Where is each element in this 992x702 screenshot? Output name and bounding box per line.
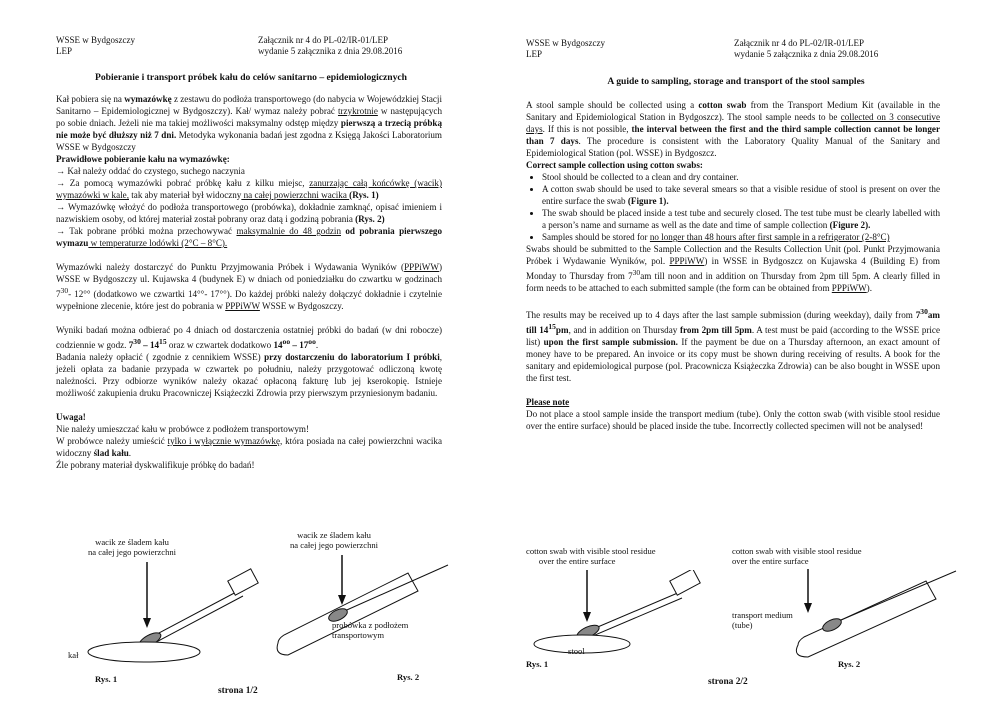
intro-paragraph: Kał pobiera się na wymazówkę z zestawu do podłoża transportowego (do nabycia w Wojewódzkiej Stacji Sanitarno – Epidemiologicznej w Bydgoszczy). Kał/ wymaz należy pobrać trzykrotnie w następujących po sobie dniach. Jeżeli nie ma takiej możliwości maksymalny odstęp między pierwszą a trzecią próbką nie może być dłuższy niż 7 dni. Metodyka wykonania badań jest zgodna z Księgą Jakości Laboratorium WSSE w Bydgoszczy — [56, 94, 443, 152]
header-left-block — [526, 38, 605, 60]
swab-stick-edge — [588, 598, 682, 638]
intro-paragraph: A stool sample should be collected using a cotton swab from the Transport Medium Kit (available in the Sanitary and Epidemiological Station in Bydgoszcz). The stool sample needs to be collected on 3 consecutive days. If this is not possible, the interval between the first and the third sample collection cannot be longer than 7 days. The procedure is consistent with the Laboratory Quality Manual of the Sanitary and Epidemiological Station (pol. WSSE) in Bydgoszcz. — [526, 100, 941, 158]
list-item: • A cotton swab should be used to take several smears so that a visible residue of stool is present on over the entire surface the swab (Figure 1). — [542, 183, 940, 207]
header-lab: LEP — [56, 46, 73, 56]
payment-paragraph: Badania należy opłacić ( zgodnie z cennikiem WSSE) przy dostarczeniu do laboratorium I próbki, jeżeli opłata za badanie przypada w czwartek po południu, należy przygotować odliczoną kwotę należności. Przy odbiorze wyników należy okazać opłaconą fakturę lub jej kserokopię. Istnieje możliwość zakupienia druku Pracowniczej Książeczki Zdrowia przy pierwszym przyniesionym badaniu. — [56, 352, 443, 399]
page-right — [496, 0, 992, 702]
body-text — [526, 99, 940, 432]
warning-2: W probówce należy umieścić tylko i wyłącznie wymazówkę, która posiada na całej powierzchni wacika widoczny ślad kału. — [56, 436, 442, 459]
test-tube-icon — [277, 573, 418, 655]
header-right-block — [734, 38, 878, 60]
steps-list — [526, 171, 940, 243]
fig1-drawing — [530, 570, 730, 660]
step-1: → Kał należy oddać do czystego, suchego naczynia — [56, 166, 245, 176]
page-number: strona 2/2 — [708, 677, 748, 687]
fig2-caption: Rys. 2 — [397, 672, 420, 682]
test-tube-body — [277, 573, 418, 655]
fig2-caption: Rys. 2 — [838, 659, 861, 669]
test-tube-icon — [796, 581, 936, 657]
fig1-label: wacik ze śladem kału na całej jego powierzchni — [88, 537, 177, 557]
body-text — [56, 93, 442, 471]
swab-stick — [340, 565, 448, 613]
fig1-caption: Rys. 1 — [526, 659, 549, 669]
swab-icon — [137, 569, 258, 650]
page-title: Pobieranie i transport próbek kału do celów sanitarno – epidemiologicznych — [94, 72, 408, 83]
step-2: → Za pomocą wymazówki pobrać próbkę kału z kilku miejsc, zanurzając całą końcówkę (wacik) wymazówki w kale, tak aby materiał był widoczny na całej powierzchni wacika (Rys. 1) — [56, 178, 442, 200]
fig1-stool-label: stool — [568, 646, 585, 656]
fig1-drawing — [60, 560, 280, 670]
header-edition: wydanie 5 załącznika z dnia 29.08.2016 — [258, 46, 403, 56]
arrow-down-icon — [143, 618, 151, 628]
swab-cap — [670, 570, 700, 595]
fig2-medium-label: probówka z podłożem transportowym — [332, 620, 409, 640]
stool-container-icon — [88, 642, 200, 662]
fig2-medium-label: transport medium (tube) — [732, 610, 793, 630]
swab-icon — [575, 570, 700, 642]
arrow-down-icon — [583, 612, 591, 622]
header-left-block — [56, 35, 135, 57]
fig2-label: cotton swab with visible stool residue over the entire surface — [732, 546, 862, 566]
header-annex: Załącznik nr 4 do PL-02/IR-01/LEP — [734, 38, 864, 48]
list-item: • The swab should be placed inside a test tube and securely closed. The test tube must be clearly labelled with a person’s name and surname as well as the date and time of sample collection (Figure 2). — [542, 207, 940, 231]
fig2-drawing — [786, 565, 976, 665]
header-right-block — [258, 35, 402, 57]
header-edition: wydanie 5 załącznika z dnia 29.08.2016 — [734, 49, 879, 59]
fig2-drawing — [268, 555, 488, 675]
arrow-down-icon — [338, 595, 346, 605]
warning-3: Źle pobrany materiał dyskwalifikuje próbkę do badań! — [56, 460, 255, 471]
list-item: • Stool should be collected to a clean and dry container. — [542, 171, 940, 183]
fig1-caption: Rys. 1 — [95, 674, 118, 684]
delivery-paragraph: Swabs should be submitted to the Sample Collection and the Results Collection Unit (pol. Punkt Przyjmowania Próbek i Wydawanie Wyników, pol. PPPiWW) in WSSE in Bydgoszcz on Kujawska 4 (Building E) from Monday to Thursday from $7^{30}am$ till noon and in addition on Thursday from 2pm till 5pm. A clearly filled in form needs to be attached to each submitted sample (the form can be obtained from PPPiWW). — [526, 244, 940, 294]
arrow-down-icon — [804, 603, 812, 613]
warning-1: Nie należy umieszczać kału w probówce z podłożem transportowym! — [56, 424, 310, 435]
correct-heading: Correct sample collection using cotton swabs: — [526, 160, 703, 170]
results-paragraph: The results may be received up to 4 days after the last sample submission (during weekday), daily from $7^{30}am$ till $14^{15}pm$, and in addition on Thursday from 2pm till 5pm. A test must be paid (according to the WSSE price list) upon the first sample submission. If the payment be due on a Thursday afternoon, an exact amount of money have to be prepared. An invoice or its copy must be shown during receiving of results. A book for the sanitary and epidemiological purpose (pol. Pracownicza Książeczka Zdrowia) can be also bought in WSSE upon the first test. — [526, 307, 941, 384]
header-annex: Załącznik nr 4 do PL-02/IR-01/LEP — [258, 35, 388, 45]
note-text: Do not place a stool sample inside the transport medium (tube). Only the cotton swab (with visible stool residue over the entire surface) should be placed inside the tube. Incorrectly collected specimen will not be analysed! — [526, 409, 940, 432]
page-title: A guide to sampling, storage and transport of the stool samples — [607, 76, 865, 87]
list-item: • Samples should be stored for no longer than 48 hours after first sample in a refrigerator (2-8°C) — [542, 231, 940, 243]
fig2-label: wacik ze śladem kału na całej jego powierzchni — [290, 530, 379, 550]
step-4: → Tak pobrane próbki można przechowywać maksymalnie do 48 godzin od pobrania pierwszego wymazu w temperaturze lodówki (2°C – 8°C). — [56, 226, 443, 248]
header-org: WSSE w Bydgoszczy — [56, 35, 135, 45]
page-number: strona 1/2 — [218, 686, 258, 696]
header-lab: LEP — [526, 49, 543, 59]
fig1-stool-label: kał — [68, 650, 79, 660]
fig1-label: cotton swab with visible stool residue over the entire surface — [526, 546, 656, 566]
swab-stick — [586, 592, 680, 632]
note-heading: Please note — [526, 397, 570, 408]
correct-heading: Prawidłowe pobieranie kału na wymazówkę: — [56, 154, 230, 164]
swab-cap — [228, 569, 258, 595]
step-3: → Wymazówkę włożyć do podłoża transportowego (probówka), dokładnie zamknąć, opisać imieniem i nazwiskiem osoby, od której materiał został pobrany oraz datą i godziną pobrania (Rys. 2) — [56, 202, 442, 224]
results-paragraph: Wyniki badań można odbierać po 4 dniach od dostarczenia ostatniej próbki do badań (w dni robocze) codziennie w godz. $7^{30} - 14^{15}$ oraz w czwartek dodatkowo $14^{oo} - 17^{oo}$. — [56, 325, 442, 351]
delivery-paragraph: Wymazówki należy dostarczyć do Punktu Przyjmowania Próbek i Wydawania Wyników (PPPiWW) WSSE w Bydgoszczy ul. Kujawska 4 (budynek E) w dniach od poniedziałku do czwartku w godzinach $7^{30}-$ 12°° (dodatkowo we czwartki 14°°- 17°°). Do każdej próbki należy dołączyć dokładnie i czytelnie wypełnione zlecenie, które jest do pobrania w PPPiWW WSSE w Bydgoszczy. — [56, 262, 442, 312]
header-org: WSSE w Bydgoszczy — [526, 38, 605, 48]
swab-stick-edge — [145, 596, 243, 648]
test-tube-body — [796, 581, 936, 657]
warning-heading: Uwaga! — [56, 412, 86, 423]
